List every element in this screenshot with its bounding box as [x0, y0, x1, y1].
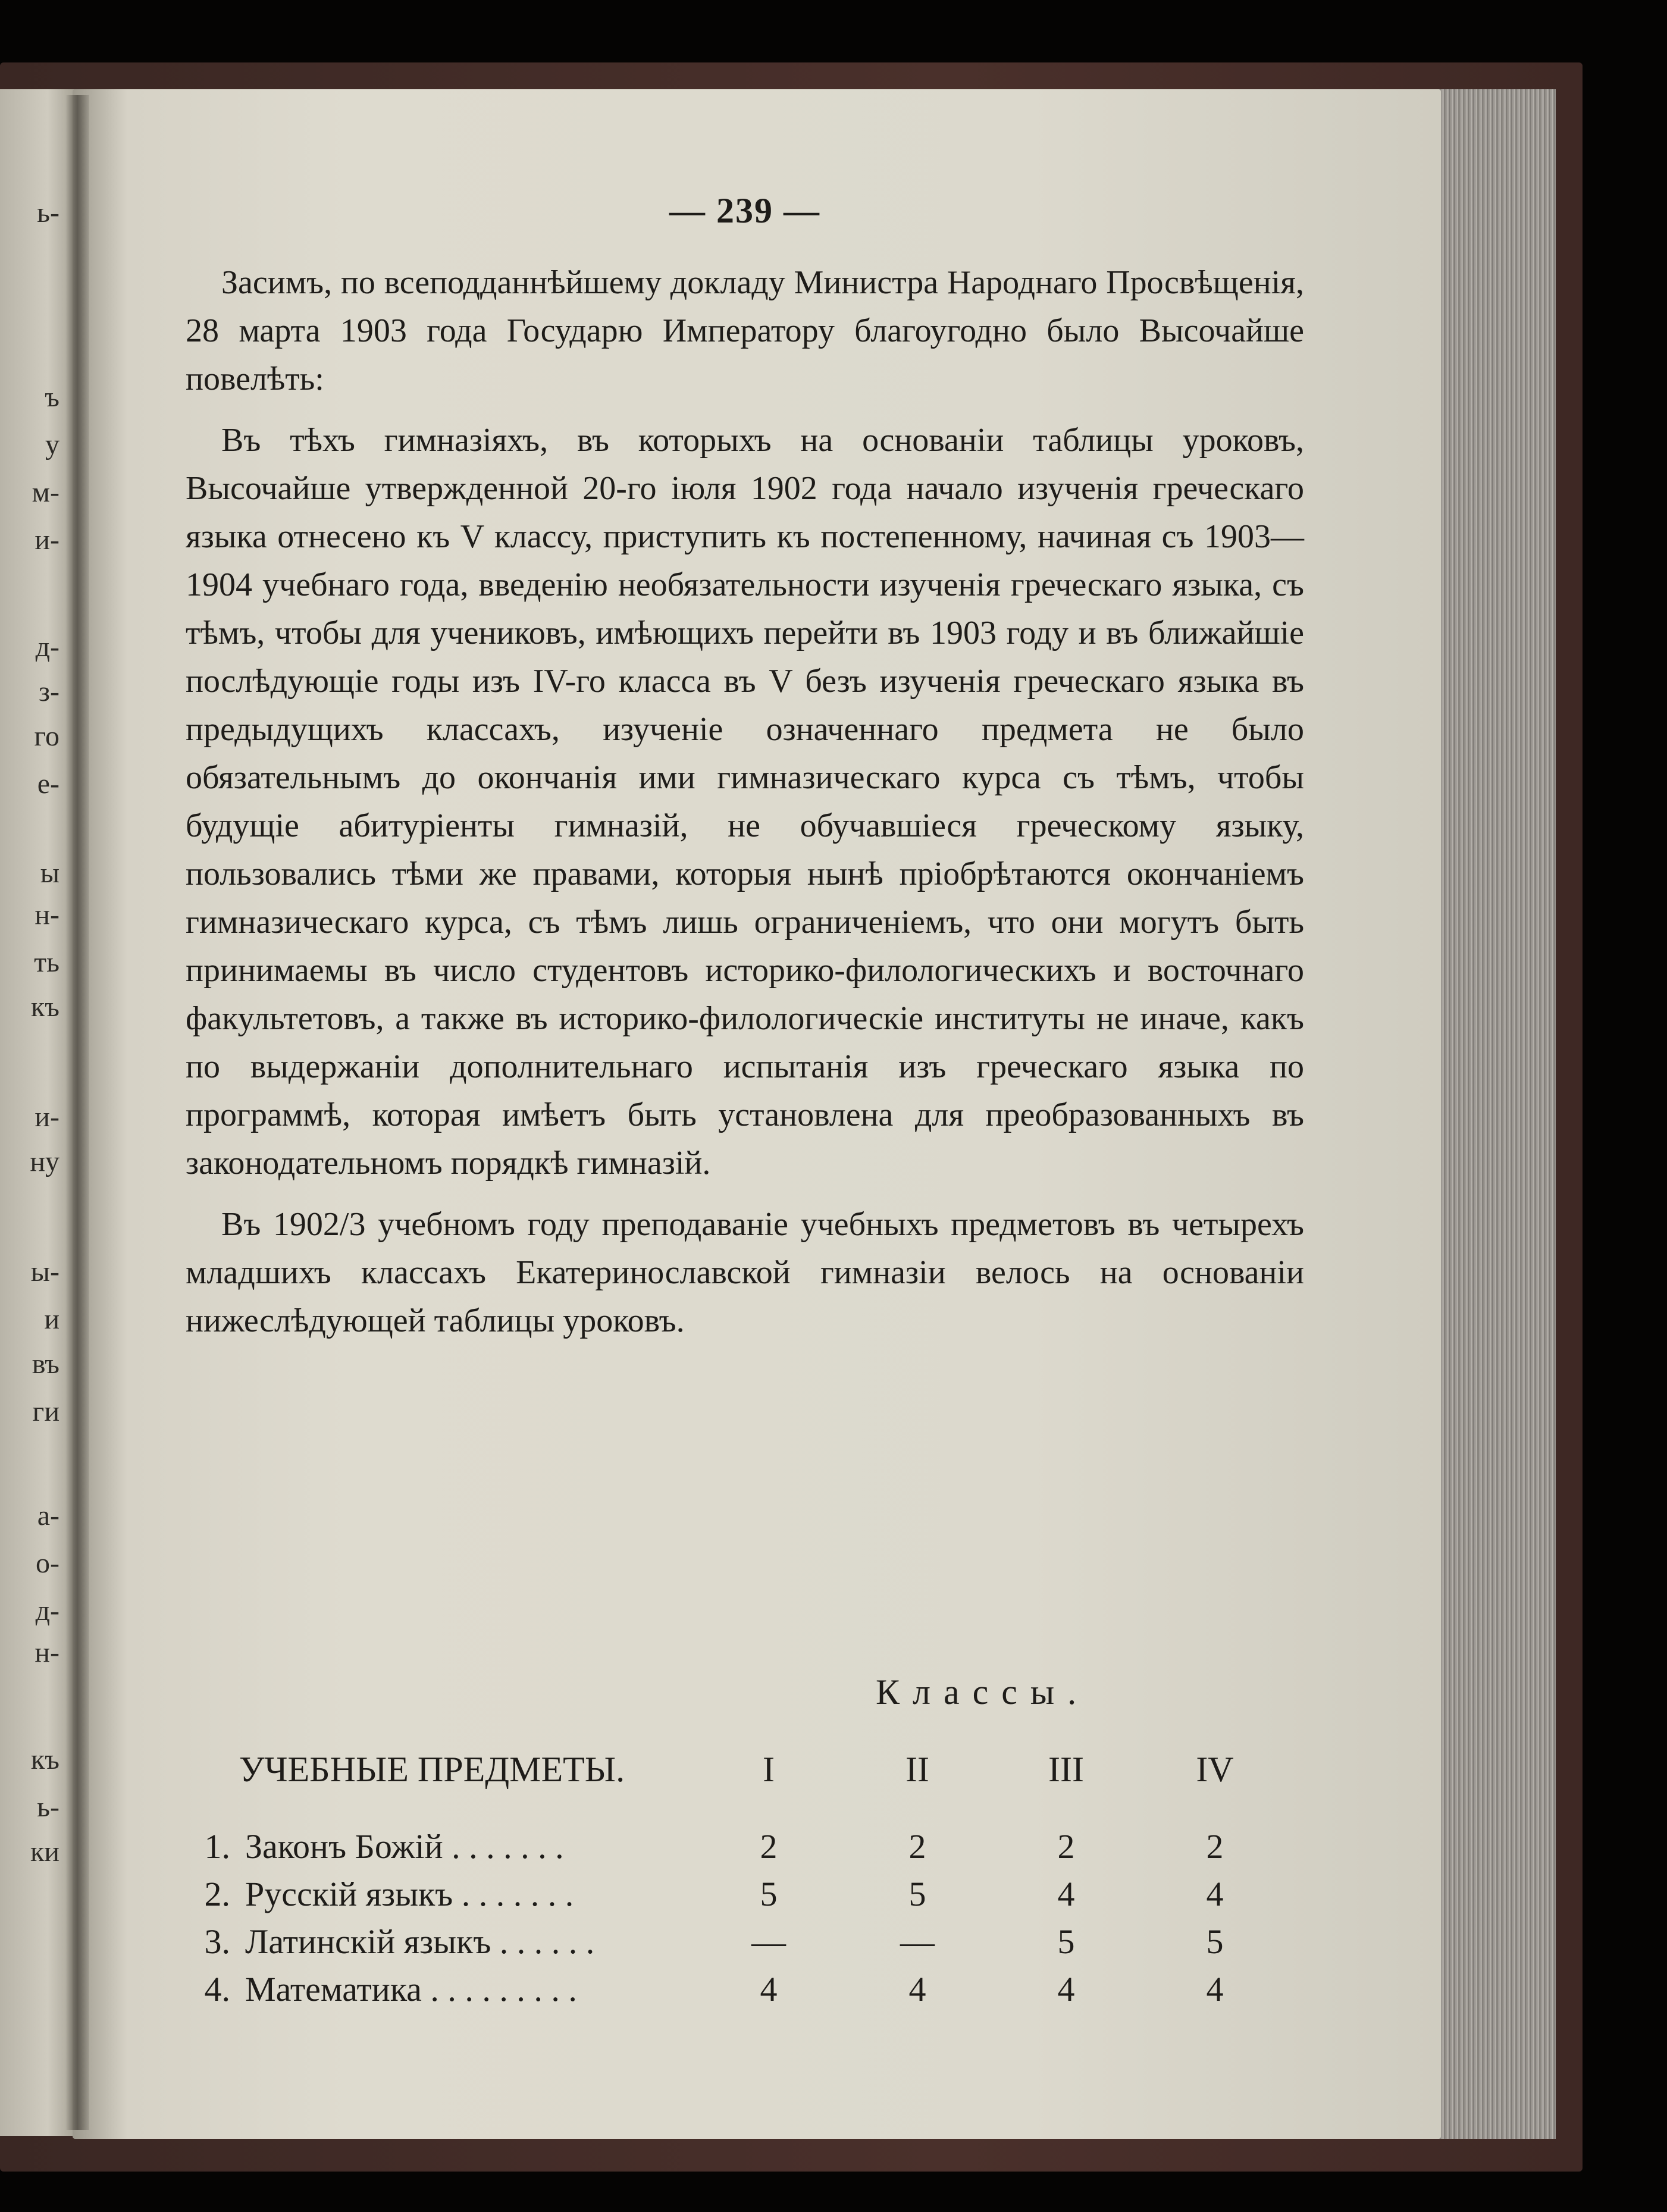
left-page-fragment: е- [37, 768, 59, 800]
table-row [186, 1874, 1304, 1922]
left-page-fragment: ги [32, 1396, 59, 1427]
row-cell: 2 [1057, 1827, 1075, 1866]
left-page-fragment: ы- [30, 1256, 59, 1287]
paragraph-2: Въ тѣхъ гимназіяхъ, въ которыхъ на основаніи таблицы уроковъ, Высочайше утвержденной 20-го іюля 1902 года начало изученія греческаго языка отнесено къ V классу, приступить къ постепенному, начиная съ 1903—1904 учебнаго года, введенію необязательности изученія греческаго языка, съ тѣмъ, чтобы для учениковъ, имѣющихъ перейти въ 1903 году и въ ближайшіе послѣдующіе годы изъ IV-го класса въ V безъ изученія греческаго языка въ предыдущихъ классахъ, изученіе означеннаго предмета не было обязательнымъ до окончанія ими гимназическаго курса съ тѣмъ, чтобы будущіе абитуріенты гимназій, не обучавшіеся греческому языку, пользовались тѣми же правами, которыя нынѣ пріобрѣтаются окончаніемъ гимназическаго курса, съ тѣмъ лишь ограниченіемъ, что они могутъ быть принимаемы въ число студентовъ историко-филологическихъ и восточнаго факультетовъ, а также въ историко-филологическіе институты не иначе, какъ по выдержаніи дополнительнаго испытанія изъ греческаго языка по программѣ, которая имѣетъ быть установлена для преобразованныхъ въ законодательномъ порядкѣ гимназій. [186, 422, 1304, 1182]
left-page-fragment: а- [37, 1500, 59, 1531]
left-page-fragment: о- [36, 1547, 59, 1579]
left-page-fragment: ы [40, 857, 59, 889]
table-row [186, 1826, 1304, 1874]
book-gutter [65, 95, 89, 2130]
left-page-fragment: н- [35, 899, 59, 930]
left-page-fragment: въ [32, 1348, 59, 1380]
row-cell: 4 [1206, 1970, 1224, 2009]
page-block-edges [1437, 89, 1556, 2139]
left-page-fragment: у [45, 429, 59, 460]
paragraph-3: Въ 1902/3 учебномъ году преподаваніе учебныхъ предметовъ въ четырехъ младшихъ классахъ Екатеринославской гимназіи велось на основаніи нижеслѣдующей таблицы уроковъ. [186, 1206, 1304, 1339]
row-number: 1. [204, 1827, 230, 1866]
table-caption: Классы. [876, 1672, 1090, 1712]
row-cell: 5 [760, 1875, 778, 1913]
left-page-fragment: и- [35, 524, 59, 556]
row-subject: Законъ Божій . . . . . . . [245, 1827, 564, 1866]
left-page-fragment: го [34, 720, 59, 752]
body-text [186, 259, 1304, 1358]
row-number: 2. [204, 1875, 230, 1913]
row-cell: 5 [1057, 1922, 1075, 1961]
column-header-3: III [1048, 1750, 1084, 1789]
left-page-fragment: и- [35, 1101, 59, 1133]
left-page-fragment: къ [30, 991, 59, 1023]
subjects-heading: УЧЕБНЫЕ ПРЕДМЕТЫ. [239, 1750, 625, 1789]
left-page-fragment: д- [35, 631, 59, 663]
left-page-fragment: ь- [37, 197, 59, 228]
left-page-fragment: з- [39, 676, 59, 707]
row-cell: — [900, 1922, 935, 1961]
left-page-fragment: м- [32, 477, 59, 508]
column-header-1: I [763, 1750, 775, 1789]
left-page-fragment: и [44, 1304, 59, 1335]
row-cell: 5 [908, 1875, 926, 1913]
row-subject: Русскій языкъ . . . . . . . [245, 1875, 574, 1913]
left-page-fragment: ь- [37, 1791, 59, 1823]
column-header-2: II [905, 1750, 929, 1789]
row-number: 3. [204, 1922, 230, 1961]
column-header-4: IV [1196, 1750, 1234, 1789]
row-cell: 4 [760, 1970, 778, 2009]
row-cell: 4 [1057, 1970, 1075, 2009]
left-page-fragment: д- [35, 1595, 59, 1627]
right-page [73, 89, 1441, 2139]
page-number: — 239 — [669, 191, 820, 230]
row-cell: 2 [760, 1827, 778, 1866]
row-cell: 2 [908, 1827, 926, 1866]
paragraph-1: Засимъ, по всеподданнѣйшему докладу Министра Народнаго Просвѣщенія, 28 марта 1903 года Государю Императору благоугодно было Высочайше повелѣть: [186, 264, 1304, 397]
left-page-fragment: ки [30, 1836, 59, 1868]
row-cell: 4 [1057, 1875, 1075, 1913]
row-number: 4. [204, 1970, 230, 2009]
row-cell: 4 [908, 1970, 926, 2009]
left-page-fragment: ть [34, 947, 59, 978]
left-page-fragment: ну [30, 1146, 59, 1177]
row-subject: Математика . . . . . . . . . [245, 1970, 577, 2009]
left-page-fragment: ъ [45, 381, 59, 413]
row-cell: 5 [1206, 1922, 1224, 1961]
row-cell: 4 [1206, 1875, 1224, 1913]
row-subject: Латинскій языкъ . . . . . . [245, 1922, 595, 1961]
table-row [186, 1922, 1304, 1969]
left-page-fragment: къ [30, 1744, 59, 1775]
row-cell: — [751, 1922, 786, 1961]
left-page-fragment: н- [35, 1637, 59, 1668]
table-row [186, 1969, 1304, 2017]
row-cell: 2 [1206, 1827, 1224, 1866]
